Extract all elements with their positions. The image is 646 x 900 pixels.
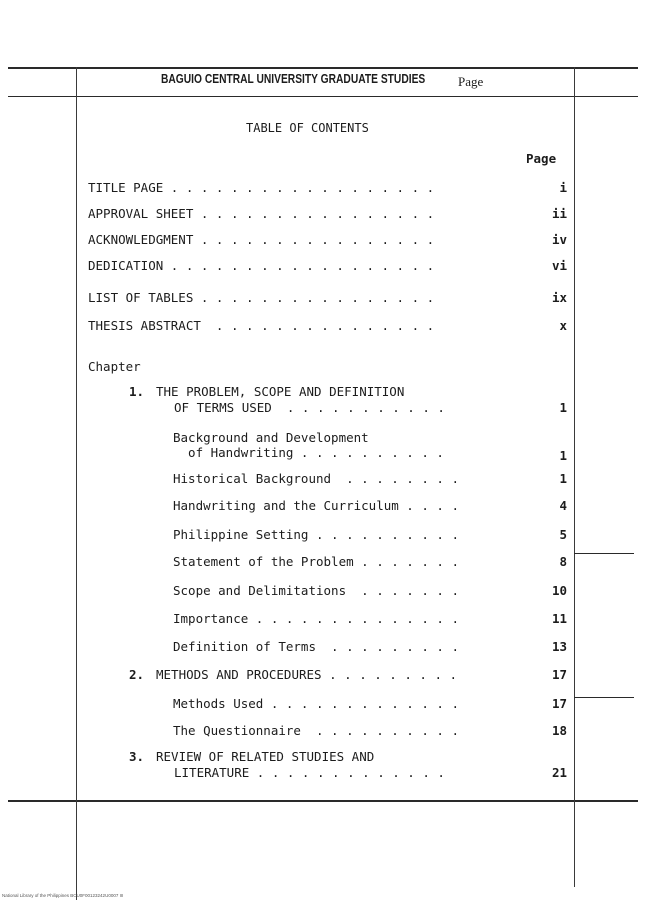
page-column-label: Page [526, 151, 557, 166]
section-scope-delimitations: Scope and Delimitations . . . . . . . [173, 583, 459, 598]
header-title: BAGUIO CENTRAL UNIVERSITY GRADUATE STUDIES [161, 72, 426, 86]
chapter-1-number: 1. [129, 384, 145, 399]
toc-entry-list-of-tables: LIST OF TABLES . . . . . . . . . . . . . . . . [88, 290, 435, 305]
section-philippine-setting: Philippine Setting . . . . . . . . . . [173, 527, 459, 542]
toc-entry-approval-sheet: APPROVAL SHEET . . . . . . . . . . . . . . . . [88, 206, 435, 221]
section-questionnaire: The Questionnaire . . . . . . . . . . [173, 723, 459, 738]
toc-page-list-of-tables: ix [551, 290, 567, 305]
right-tick-2 [574, 697, 634, 698]
section-scope-delimitations-page: 10 [551, 583, 567, 598]
right-tick-1 [574, 553, 634, 554]
chapter-3-number: 3. [129, 749, 145, 764]
section-handwriting-curriculum: Handwriting and the Curriculum . . . . [173, 498, 459, 513]
toc-page-dedication: vi [551, 258, 567, 273]
section-background-line2: of Handwriting . . . . . . . . . . [173, 445, 444, 460]
section-handwriting-curriculum-page: 4 [559, 498, 567, 513]
section-background-line1: Background and Development [173, 430, 369, 445]
toc-entry-dedication: DEDICATION . . . . . . . . . . . . . . . . . . [88, 258, 435, 273]
header-page-label: Page [458, 74, 484, 89]
section-historical-background-page: 1 [559, 471, 567, 486]
section-philippine-setting-page: 5 [559, 527, 567, 542]
section-background-page: 1 [559, 448, 567, 463]
toc-entry-thesis-abstract: THESIS ABSTRACT . . . . . . . . . . . . . . . [88, 318, 435, 333]
section-definition-terms: Definition of Terms . . . . . . . . . [173, 639, 459, 654]
chapter-1-title-line2: OF TERMS USED . . . . . . . . . . . [174, 400, 445, 415]
chapter-3-title-line1: REVIEW OF RELATED STUDIES AND [156, 749, 375, 764]
toc-entry-title-page: TITLE PAGE . . . . . . . . . . . . . . . . . . [88, 180, 435, 195]
chapter-1-title-line1: THE PROBLEM, SCOPE AND DEFINITION [156, 384, 405, 399]
section-importance-page: 11 [551, 611, 567, 626]
section-importance: Importance . . . . . . . . . . . . . . [173, 611, 459, 626]
chapter-3-page: 21 [551, 765, 567, 780]
chapter-2-page: 17 [551, 667, 567, 682]
section-definition-terms-page: 13 [551, 639, 567, 654]
section-historical-background: Historical Background . . . . . . . . [173, 471, 459, 486]
chapter-2-number: 2. [129, 667, 145, 682]
toc-page-thesis-abstract: x [559, 318, 567, 333]
toc-entry-acknowledgment: ACKNOWLEDGMENT . . . . . . . . . . . . . . . . [88, 232, 435, 247]
right-margin-line [574, 67, 575, 887]
section-statement-problem: Statement of the Problem . . . . . . . [173, 554, 459, 569]
header-rule [8, 96, 638, 97]
toc-title: TABLE OF CONTENTS [246, 121, 369, 135]
toc-page-approval-sheet: ii [551, 206, 567, 221]
footer-scan-note: National Library of the Philippines BCU0F00123242U0007 III [2, 893, 124, 898]
section-statement-problem-page: 8 [559, 554, 567, 569]
chapter-3-title-line2: LITERATURE . . . . . . . . . . . . . [174, 765, 445, 780]
section-methods-used: Methods Used . . . . . . . . . . . . . [173, 696, 459, 711]
toc-page-acknowledgment: iv [551, 232, 567, 247]
section-methods-used-page: 17 [551, 696, 567, 711]
left-margin-line [76, 67, 77, 900]
chapter-2-title: METHODS AND PROCEDURES . . . . . . . . . [156, 667, 458, 682]
top-rule [8, 67, 638, 69]
chapter-1-page: 1 [559, 400, 567, 415]
toc-page-title-page: i [559, 180, 567, 195]
chapter-label: Chapter [88, 359, 141, 374]
bottom-rule [8, 800, 638, 802]
section-questionnaire-page: 18 [551, 723, 567, 738]
